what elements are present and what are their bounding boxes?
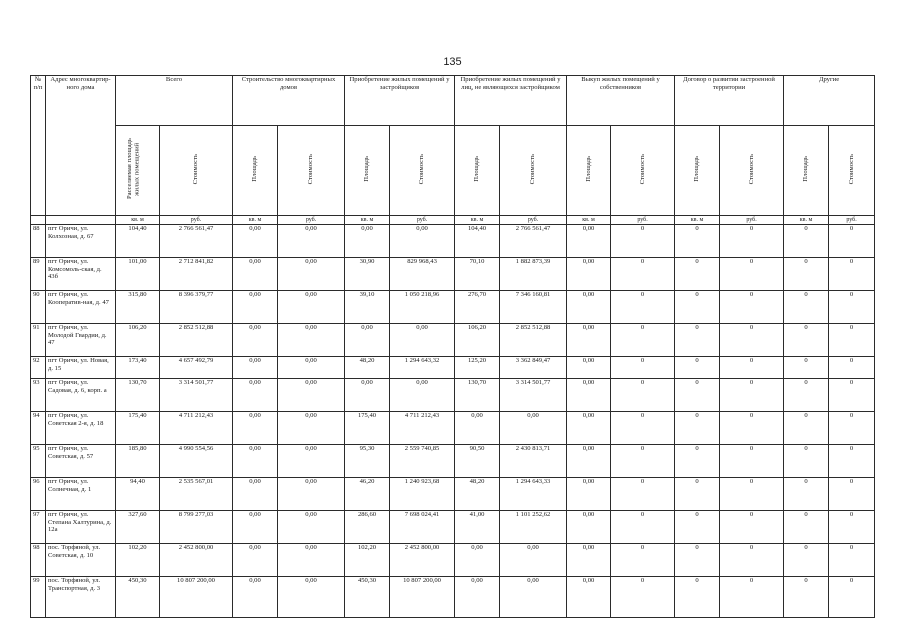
total-cost-cell: 2 535 567,01 bbox=[160, 478, 233, 511]
row-number: 93 bbox=[31, 379, 46, 412]
table-row bbox=[31, 577, 875, 618]
oth-area-cell: 0 bbox=[784, 511, 829, 544]
agr-area-cell: 0 bbox=[675, 577, 720, 618]
oth-cost-cell: 0 bbox=[829, 357, 875, 379]
dev-area-cell: 95,30 bbox=[345, 445, 390, 478]
dev-area-cell: 30,90 bbox=[345, 258, 390, 291]
unit-sqm: кв. м bbox=[116, 216, 160, 225]
oth-cost-cell: 0 bbox=[829, 379, 875, 412]
resettlement-table bbox=[30, 75, 875, 618]
header-other: Другие bbox=[784, 76, 875, 126]
unit-sqm: кв. м bbox=[784, 216, 829, 225]
buy-area-cell: 0,00 bbox=[567, 478, 611, 511]
total-area-cell: 450,30 bbox=[116, 577, 160, 618]
nondev-area-cell: 276,70 bbox=[455, 291, 500, 324]
buy-cost-cell: 0 bbox=[611, 324, 675, 357]
buy-cost-cell: 0 bbox=[611, 544, 675, 577]
nondev-area-cell: 0,00 bbox=[455, 544, 500, 577]
table-row bbox=[31, 379, 875, 412]
agr-area-cell: 0 bbox=[675, 511, 720, 544]
address-cell: пос. Торфяной, ул. Транспортная, д. 3 bbox=[46, 577, 116, 618]
constr-area-cell: 0,00 bbox=[233, 258, 278, 291]
oth-cost-cell: 0 bbox=[829, 412, 875, 445]
constr-area-cell: 0,00 bbox=[233, 577, 278, 618]
units-cell bbox=[31, 216, 46, 225]
agr-area-cell: 0 bbox=[675, 445, 720, 478]
unit-rub: руб. bbox=[500, 216, 567, 225]
oth-cost-cell: 0 bbox=[829, 478, 875, 511]
oth-area-cell: 0 bbox=[784, 478, 829, 511]
agr-cost-cell: 0 bbox=[720, 577, 784, 618]
unit-sqm: кв. м bbox=[567, 216, 611, 225]
table-row bbox=[31, 324, 875, 357]
constr-cost-cell: 0,00 bbox=[278, 478, 345, 511]
oth-area-cell: 0 bbox=[784, 577, 829, 618]
unit-sqm: кв. м bbox=[675, 216, 720, 225]
nondev-cost-cell: 1 294 643,33 bbox=[500, 478, 567, 511]
header-purchase-non-developers: Приобретение жилых помещений у лиц, не являющихся застройщиком bbox=[455, 76, 567, 126]
total-area-cell: 101,00 bbox=[116, 258, 160, 291]
subheader-settled-area: Расселяемая площадь жилых помещений bbox=[116, 126, 160, 216]
row-number: 97 bbox=[31, 511, 46, 544]
agr-cost-cell: 0 bbox=[720, 445, 784, 478]
agr-area-cell: 0 bbox=[675, 544, 720, 577]
constr-cost-cell: 0,00 bbox=[278, 577, 345, 618]
total-area-cell: 130,70 bbox=[116, 379, 160, 412]
table-row bbox=[31, 291, 875, 324]
oth-cost-cell: 0 bbox=[829, 225, 875, 258]
total-cost-cell: 4 711 212,43 bbox=[160, 412, 233, 445]
dev-cost-cell: 1 240 923,68 bbox=[390, 478, 455, 511]
address-cell: пгт Оричи, ул. Советская, д. 57 bbox=[46, 445, 116, 478]
constr-area-cell: 0,00 bbox=[233, 225, 278, 258]
header-num: № п/п bbox=[31, 76, 46, 216]
agr-cost-cell: 0 bbox=[720, 412, 784, 445]
header-buyout: Выкуп жилых помещений у собственников bbox=[567, 76, 675, 126]
subheader-cost: Стоимость bbox=[390, 126, 455, 216]
subheader-area: Площадь bbox=[233, 126, 278, 216]
oth-area-cell: 0 bbox=[784, 291, 829, 324]
buy-area-cell: 0,00 bbox=[567, 324, 611, 357]
agr-area-cell: 0 bbox=[675, 324, 720, 357]
nondev-cost-cell: 2 430 813,71 bbox=[500, 445, 567, 478]
address-cell: пгт Оричи, ул. Новая, д. 15 bbox=[46, 357, 116, 379]
unit-sqm: кв. м bbox=[233, 216, 278, 225]
table-row bbox=[31, 225, 875, 258]
dev-area-cell: 450,30 bbox=[345, 577, 390, 618]
subheader-cost: Стоимость bbox=[720, 126, 784, 216]
row-number: 91 bbox=[31, 324, 46, 357]
total-area-cell: 327,60 bbox=[116, 511, 160, 544]
dev-cost-cell: 0,00 bbox=[390, 225, 455, 258]
table-body bbox=[31, 225, 875, 618]
dev-area-cell: 175,40 bbox=[345, 412, 390, 445]
address-cell: пгт Оричи, ул. Степана Халтурина, д. 12а bbox=[46, 511, 116, 544]
table-row bbox=[31, 412, 875, 445]
nondev-area-cell: 48,20 bbox=[455, 478, 500, 511]
subheader-area: Площадь bbox=[675, 126, 720, 216]
agr-area-cell: 0 bbox=[675, 225, 720, 258]
constr-area-cell: 0,00 bbox=[233, 511, 278, 544]
total-area-cell: 106,20 bbox=[116, 324, 160, 357]
address-cell: пгт Оричи, ул. Кооператив-ная, д. 47 bbox=[46, 291, 116, 324]
total-cost-cell: 3 314 501,77 bbox=[160, 379, 233, 412]
dev-cost-cell: 1 294 643,32 bbox=[390, 357, 455, 379]
subheader-area: Площадь bbox=[455, 126, 500, 216]
row-number: 95 bbox=[31, 445, 46, 478]
agr-area-cell: 0 bbox=[675, 412, 720, 445]
constr-area-cell: 0,00 bbox=[233, 478, 278, 511]
unit-sqm: кв. м bbox=[455, 216, 500, 225]
units-cell bbox=[46, 216, 116, 225]
total-area-cell: 175,40 bbox=[116, 412, 160, 445]
agr-cost-cell: 0 bbox=[720, 379, 784, 412]
total-cost-cell: 8 396 379,77 bbox=[160, 291, 233, 324]
total-area-cell: 102,20 bbox=[116, 544, 160, 577]
nondev-cost-cell: 0,00 bbox=[500, 577, 567, 618]
nondev-cost-cell: 3 362 849,47 bbox=[500, 357, 567, 379]
buy-cost-cell: 0 bbox=[611, 478, 675, 511]
agr-area-cell: 0 bbox=[675, 379, 720, 412]
row-number: 96 bbox=[31, 478, 46, 511]
oth-area-cell: 0 bbox=[784, 544, 829, 577]
dev-cost-cell: 7 698 024,41 bbox=[390, 511, 455, 544]
unit-rub: руб. bbox=[390, 216, 455, 225]
oth-area-cell: 0 bbox=[784, 324, 829, 357]
dev-area-cell: 48,20 bbox=[345, 357, 390, 379]
dev-cost-cell: 10 807 200,00 bbox=[390, 577, 455, 618]
subheader-cost: Стоимость bbox=[278, 126, 345, 216]
total-cost-cell: 8 799 277,03 bbox=[160, 511, 233, 544]
constr-cost-cell: 0,00 bbox=[278, 324, 345, 357]
agr-area-cell: 0 bbox=[675, 357, 720, 379]
nondev-area-cell: 104,40 bbox=[455, 225, 500, 258]
buy-area-cell: 0,00 bbox=[567, 544, 611, 577]
header-construction: Строительство многоквартирных домов bbox=[233, 76, 345, 126]
table-row bbox=[31, 357, 875, 379]
subheader-area: Площадь bbox=[567, 126, 611, 216]
agr-cost-cell: 0 bbox=[720, 544, 784, 577]
oth-area-cell: 0 bbox=[784, 412, 829, 445]
constr-cost-cell: 0,00 bbox=[278, 445, 345, 478]
buy-cost-cell: 0 bbox=[611, 379, 675, 412]
unit-rub: руб. bbox=[278, 216, 345, 225]
address-cell: пгт Оричи, ул. Колхозная, д. 67 bbox=[46, 225, 116, 258]
total-area-cell: 104,40 bbox=[116, 225, 160, 258]
total-cost-cell: 2 452 800,00 bbox=[160, 544, 233, 577]
buy-area-cell: 0,00 bbox=[567, 357, 611, 379]
buy-cost-cell: 0 bbox=[611, 445, 675, 478]
table-row bbox=[31, 445, 875, 478]
constr-area-cell: 0,00 bbox=[233, 357, 278, 379]
table-row bbox=[31, 511, 875, 544]
constr-cost-cell: 0,00 bbox=[278, 291, 345, 324]
nondev-area-cell: 0,00 bbox=[455, 577, 500, 618]
nondev-cost-cell: 2 852 512,88 bbox=[500, 324, 567, 357]
dev-cost-cell: 829 968,43 bbox=[390, 258, 455, 291]
constr-cost-cell: 0,00 bbox=[278, 511, 345, 544]
subheader-cost: Стоимость bbox=[611, 126, 675, 216]
nondev-area-cell: 130,70 bbox=[455, 379, 500, 412]
row-number: 90 bbox=[31, 291, 46, 324]
oth-cost-cell: 0 bbox=[829, 258, 875, 291]
oth-area-cell: 0 bbox=[784, 357, 829, 379]
oth-area-cell: 0 bbox=[784, 379, 829, 412]
oth-cost-cell: 0 bbox=[829, 324, 875, 357]
total-cost-cell: 10 807 200,00 bbox=[160, 577, 233, 618]
buy-area-cell: 0,00 bbox=[567, 577, 611, 618]
constr-cost-cell: 0,00 bbox=[278, 544, 345, 577]
nondev-area-cell: 125,20 bbox=[455, 357, 500, 379]
agr-cost-cell: 0 bbox=[720, 511, 784, 544]
oth-cost-cell: 0 bbox=[829, 291, 875, 324]
header-total: Всего bbox=[116, 76, 233, 126]
address-cell: пгт Оричи, ул. Молодой Гвардии, д. 47 bbox=[46, 324, 116, 357]
dev-area-cell: 0,00 bbox=[345, 225, 390, 258]
agr-area-cell: 0 bbox=[675, 291, 720, 324]
buy-area-cell: 0,00 bbox=[567, 258, 611, 291]
row-number: 88 bbox=[31, 225, 46, 258]
buy-area-cell: 0,00 bbox=[567, 412, 611, 445]
header-address: Адрес многоквартир-ного дома bbox=[46, 76, 116, 216]
agr-cost-cell: 0 bbox=[720, 291, 784, 324]
unit-rub: руб. bbox=[720, 216, 784, 225]
buy-area-cell: 0,00 bbox=[567, 511, 611, 544]
nondev-cost-cell: 3 314 501,77 bbox=[500, 379, 567, 412]
nondev-area-cell: 41,00 bbox=[455, 511, 500, 544]
oth-cost-cell: 0 bbox=[829, 511, 875, 544]
dev-cost-cell: 4 711 212,43 bbox=[390, 412, 455, 445]
agr-area-cell: 0 bbox=[675, 258, 720, 291]
address-cell: пгт Оричи, ул. Садовая, д. 6, корп. а bbox=[46, 379, 116, 412]
buy-area-cell: 0,00 bbox=[567, 291, 611, 324]
total-cost-cell: 4 657 492,79 bbox=[160, 357, 233, 379]
dev-area-cell: 102,20 bbox=[345, 544, 390, 577]
dev-area-cell: 0,00 bbox=[345, 324, 390, 357]
oth-cost-cell: 0 bbox=[829, 445, 875, 478]
dev-cost-cell: 0,00 bbox=[390, 324, 455, 357]
row-number: 89 bbox=[31, 258, 46, 291]
buy-cost-cell: 0 bbox=[611, 412, 675, 445]
agr-cost-cell: 0 bbox=[720, 225, 784, 258]
constr-area-cell: 0,00 bbox=[233, 379, 278, 412]
unit-rub: руб. bbox=[829, 216, 875, 225]
total-area-cell: 185,80 bbox=[116, 445, 160, 478]
total-area-cell: 315,80 bbox=[116, 291, 160, 324]
subheader-cost: Стоимость bbox=[500, 126, 567, 216]
unit-rub: руб. bbox=[611, 216, 675, 225]
agr-cost-cell: 0 bbox=[720, 357, 784, 379]
nondev-cost-cell: 1 101 252,62 bbox=[500, 511, 567, 544]
dev-area-cell: 46,20 bbox=[345, 478, 390, 511]
buy-cost-cell: 0 bbox=[611, 577, 675, 618]
oth-area-cell: 0 bbox=[784, 258, 829, 291]
constr-area-cell: 0,00 bbox=[233, 324, 278, 357]
buy-cost-cell: 0 bbox=[611, 357, 675, 379]
table-row bbox=[31, 258, 875, 291]
constr-cost-cell: 0,00 bbox=[278, 357, 345, 379]
oth-cost-cell: 0 bbox=[829, 544, 875, 577]
buy-cost-cell: 0 bbox=[611, 511, 675, 544]
nondev-area-cell: 106,20 bbox=[455, 324, 500, 357]
subheader-cost: Стоимость bbox=[160, 126, 233, 216]
nondev-cost-cell: 0,00 bbox=[500, 412, 567, 445]
total-cost-cell: 2 766 561,47 bbox=[160, 225, 233, 258]
buy-area-cell: 0,00 bbox=[567, 445, 611, 478]
row-number: 99 bbox=[31, 577, 46, 618]
agr-cost-cell: 0 bbox=[720, 324, 784, 357]
total-area-cell: 173,40 bbox=[116, 357, 160, 379]
dev-cost-cell: 2 559 740,85 bbox=[390, 445, 455, 478]
oth-area-cell: 0 bbox=[784, 445, 829, 478]
buy-area-cell: 0,00 bbox=[567, 379, 611, 412]
dev-cost-cell: 0,00 bbox=[390, 379, 455, 412]
row-number: 94 bbox=[31, 412, 46, 445]
buy-area-cell: 0,00 bbox=[567, 225, 611, 258]
unit-rub: руб. bbox=[160, 216, 233, 225]
subheader-cost: Стоимость bbox=[829, 126, 875, 216]
agr-cost-cell: 0 bbox=[720, 258, 784, 291]
dev-cost-cell: 2 452 800,00 bbox=[390, 544, 455, 577]
address-cell: пгт Оричи, ул. Советская 2-я, д. 18 bbox=[46, 412, 116, 445]
constr-cost-cell: 0,00 bbox=[278, 225, 345, 258]
nondev-cost-cell: 7 346 160,81 bbox=[500, 291, 567, 324]
nondev-area-cell: 90,50 bbox=[455, 445, 500, 478]
dev-cost-cell: 1 050 218,96 bbox=[390, 291, 455, 324]
constr-area-cell: 0,00 bbox=[233, 445, 278, 478]
unit-sqm: кв. м bbox=[345, 216, 390, 225]
dev-area-cell: 0,00 bbox=[345, 379, 390, 412]
dev-area-cell: 286,60 bbox=[345, 511, 390, 544]
agr-area-cell: 0 bbox=[675, 478, 720, 511]
nondev-cost-cell: 2 766 561,47 bbox=[500, 225, 567, 258]
total-cost-cell: 4 990 554,56 bbox=[160, 445, 233, 478]
table-row bbox=[31, 544, 875, 577]
buy-cost-cell: 0 bbox=[611, 225, 675, 258]
nondev-cost-cell: 1 882 873,39 bbox=[500, 258, 567, 291]
oth-area-cell: 0 bbox=[784, 225, 829, 258]
constr-cost-cell: 0,00 bbox=[278, 379, 345, 412]
address-cell: пос. Торфяной, ул. Советская, д. 10 bbox=[46, 544, 116, 577]
dev-area-cell: 39,10 bbox=[345, 291, 390, 324]
table-row bbox=[31, 478, 875, 511]
header-purchase-developers: Приобретение жилых помещений у застройщиков bbox=[345, 76, 455, 126]
buy-cost-cell: 0 bbox=[611, 258, 675, 291]
constr-area-cell: 0,00 bbox=[233, 412, 278, 445]
page-number: 135 bbox=[443, 56, 462, 68]
row-number: 98 bbox=[31, 544, 46, 577]
row-number: 92 bbox=[31, 357, 46, 379]
subheader-area: Площадь bbox=[345, 126, 390, 216]
buy-cost-cell: 0 bbox=[611, 291, 675, 324]
nondev-cost-cell: 0,00 bbox=[500, 544, 567, 577]
constr-cost-cell: 0,00 bbox=[278, 412, 345, 445]
nondev-area-cell: 0,00 bbox=[455, 412, 500, 445]
subheader-area: Площадь bbox=[784, 126, 829, 216]
total-cost-cell: 2 852 512,88 bbox=[160, 324, 233, 357]
total-cost-cell: 2 712 841,82 bbox=[160, 258, 233, 291]
total-area-cell: 94,40 bbox=[116, 478, 160, 511]
nondev-area-cell: 70,10 bbox=[455, 258, 500, 291]
address-cell: пгт Оричи, ул. Солнечная, д. 1 bbox=[46, 478, 116, 511]
header-development-agreement: Договор о развитии застроенной территории bbox=[675, 76, 784, 126]
constr-area-cell: 0,00 bbox=[233, 544, 278, 577]
oth-cost-cell: 0 bbox=[829, 577, 875, 618]
constr-cost-cell: 0,00 bbox=[278, 258, 345, 291]
agr-cost-cell: 0 bbox=[720, 478, 784, 511]
address-cell: пгт Оричи, ул. Комсомоль-ская, д. 43б bbox=[46, 258, 116, 291]
constr-area-cell: 0,00 bbox=[233, 291, 278, 324]
